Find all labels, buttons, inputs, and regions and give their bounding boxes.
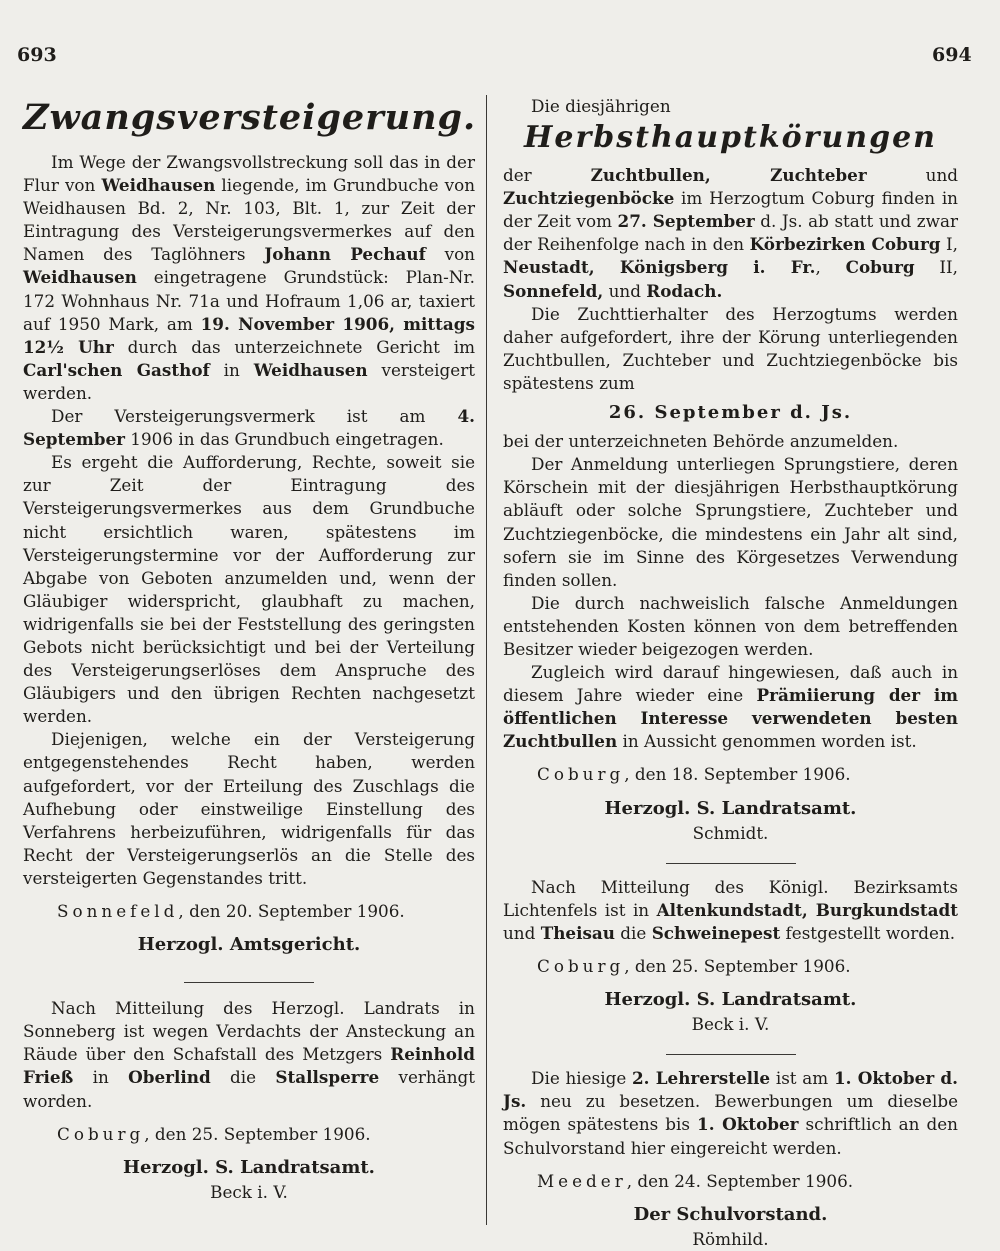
column-divider (486, 95, 487, 1225)
auction-paragraph-3: Es ergeht die Aufforderung, Rechte, soweit sie zur Zeit der Eintragung des Versteigerungsvermerkes aus dem Grundbuche nicht ersichtlich waren, spätestens im Versteigerungstermine vor der Aufforderung zur Abgabe von Geboten anzumelden und, wenn der Gläubiger widerspricht, glaubhaft zu machen, widrigenfalls sie bei der Feststellung des geringsten Gebots nicht berücksichtigt und bei der Verteilung des Versteigerungserlöses dem Anspruche des Gläubigers und den übrigen Rechten nachgesetzt werden. (23, 452, 475, 727)
right-column (503, 95, 958, 1251)
auction-paragraph-4: Diejenigen, welche ein der Versteigerung entgegenstehendes Recht haben, werden aufgefordert, vor der Erteilung des Zuschlags die Aufhebung oder einstweilige Einstellung des Verfahrens herbeizuführen, widrigenfalls für das Recht der Versteigerungserlös an die Stelle des versteigerten Gegenstandes tritt. (23, 729, 475, 888)
koerung-paragraph-1: der Zuchtbullen, Zuchteber und Zuchtziegenböcke im Herzogtum Coburg finden in der Zeit vom 27. September d. Js. ab statt und zwar der Reihenfolge nach in den Körbezirken Coburg I, Neustadt, Königsberg i. Fr., Coburg II, Sonnefeld, und Rodach. (503, 165, 959, 301)
schweinepest-signer: Beck i. V. (691, 1014, 770, 1035)
stallsperre-signer: Beck i. V. (210, 1181, 288, 1202)
koerung-paragraph-3: Der Anmeldung unterliegen Sprungstiere, deren Körschein mit der diesjährigen Herbsthauptkörung abläuft oder solche Sprungstiere, Zuchteber und Zuchtziegenböcke, die mindestens ein Jahr alt sind, sofern sie im Sinne des Körgesetzes Verwendung finden sollen. (503, 454, 958, 590)
section-rule (666, 863, 796, 864)
lehrerstelle-date-line: Meeder, den 24. September 1906. (537, 1170, 854, 1191)
schweinepest-paragraph: Nach Mitteilung des Königl. Bezirksamts Lichtenfels ist in Altenkundstadt, Burgkundstadt und Theisau die Schweinepest festgestellt worden. (503, 876, 958, 943)
section-rule (184, 982, 314, 983)
koerung-signature: Herzogl. S. Landratsamt. (604, 797, 857, 819)
koerung-pre-title: Die diesjährigen (531, 96, 671, 116)
koerung-paragraph-5: Zugleich wird darauf hingewiesen, daß auch in diesem Jahre wieder eine Prämiierung der im öffentlichen Interesse verwendeten besten Zuchtbullen in Aussicht genommen worden ist. (503, 662, 958, 752)
section-rule (666, 1054, 796, 1055)
stallsperre-date-line: Coburg, den 25. September 1906. (57, 1123, 371, 1144)
lehrerstelle-paragraph: Die hiesige 2. Lehrerstelle ist am 1. Oktober d. Js. neu zu besetzen. Bewerbungen um dieselbe mögen spätestens bis 1. Oktober schriftlich an den Schulvorstand hier eingereicht werden. (503, 1068, 958, 1158)
auction-signature: Herzogl. Amtsgericht. (137, 934, 361, 956)
page-number-right: 694 (932, 44, 972, 66)
auction-paragraph-1: Im Wege der Zwangsvollstreckung soll das in der Flur von Weidhausen liegende, im Grundbuche von Weidhausen Bd. 2, Nr. 103, Blt. 1, zur Zeit der Eintragung des Versteigerungsvermerkes auf den Namen des Taglöhners Johann Pechauf von Weidhausen eingetragene Grundstück: Plan-Nr. 172 Wohnhaus Nr. 71a und Hofraum 1,06 ar, taxiert auf 1950 Mark, am 19. November 1906, mittags 12½ Uhr durch das unterzeichnete Gericht im Carl'schen Gasthof in Weidhausen versteigert werden. (23, 152, 475, 403)
lehrerstelle-signer: Römhild. (692, 1228, 769, 1249)
koerung-paragraph-4: Die durch nachweislich falsche Anmeldungen entstehenden Kosten können von dem betreffenden Besitzer wieder beigezogen werden. (503, 592, 958, 659)
schweinepest-date-line: Coburg, den 25. September 1906. (537, 956, 851, 976)
auction-notice-title: Zwangsversteigerung. (23, 97, 477, 138)
koerung-paragraph-2b: bei der unterzeichneten Behörde anzumelden. (503, 431, 899, 452)
lehrerstelle-signature: Der Schulvorstand. (633, 1203, 828, 1225)
page-number-left: 693 (17, 44, 57, 66)
koerung-paragraph-2: Die Zuchttierhalter des Herzogtums werden daher aufgefordert, ihre der Körung unterliegenden Zuchtbullen, Zuchteber und Zuchtziegenböcke bis spätestens zum (503, 303, 958, 393)
stallsperre-signature: Herzogl. S. Landratsamt. (123, 1156, 375, 1178)
auction-paragraph-2: Der Versteigerungsvermerk ist am 4. September 1906 in das Grundbuch eingetragen. (23, 406, 475, 450)
koerung-date-line: Coburg, den 18. September 1906. (537, 764, 851, 785)
koerung-title: Herbsthauptkörungen (524, 120, 937, 156)
schweinepest-signature: Herzogl. S. Landratsamt. (604, 989, 857, 1011)
left-column (23, 95, 475, 1204)
auction-date-line: Sonnefeld, den 20. September 1906. (57, 901, 405, 921)
koerung-deadline: 26. September d. Js. (608, 402, 853, 424)
stallsperre-paragraph: Nach Mitteilung des Herzogl. Landrats in Sonneberg ist wegen Verdachts der Ansteckung an Räude über den Schafstall des Metzgers Reinhold Frieß in Oberlind die Stallsperre verhängt worden. (23, 998, 476, 1111)
koerung-signer: Schmidt. (692, 822, 769, 843)
